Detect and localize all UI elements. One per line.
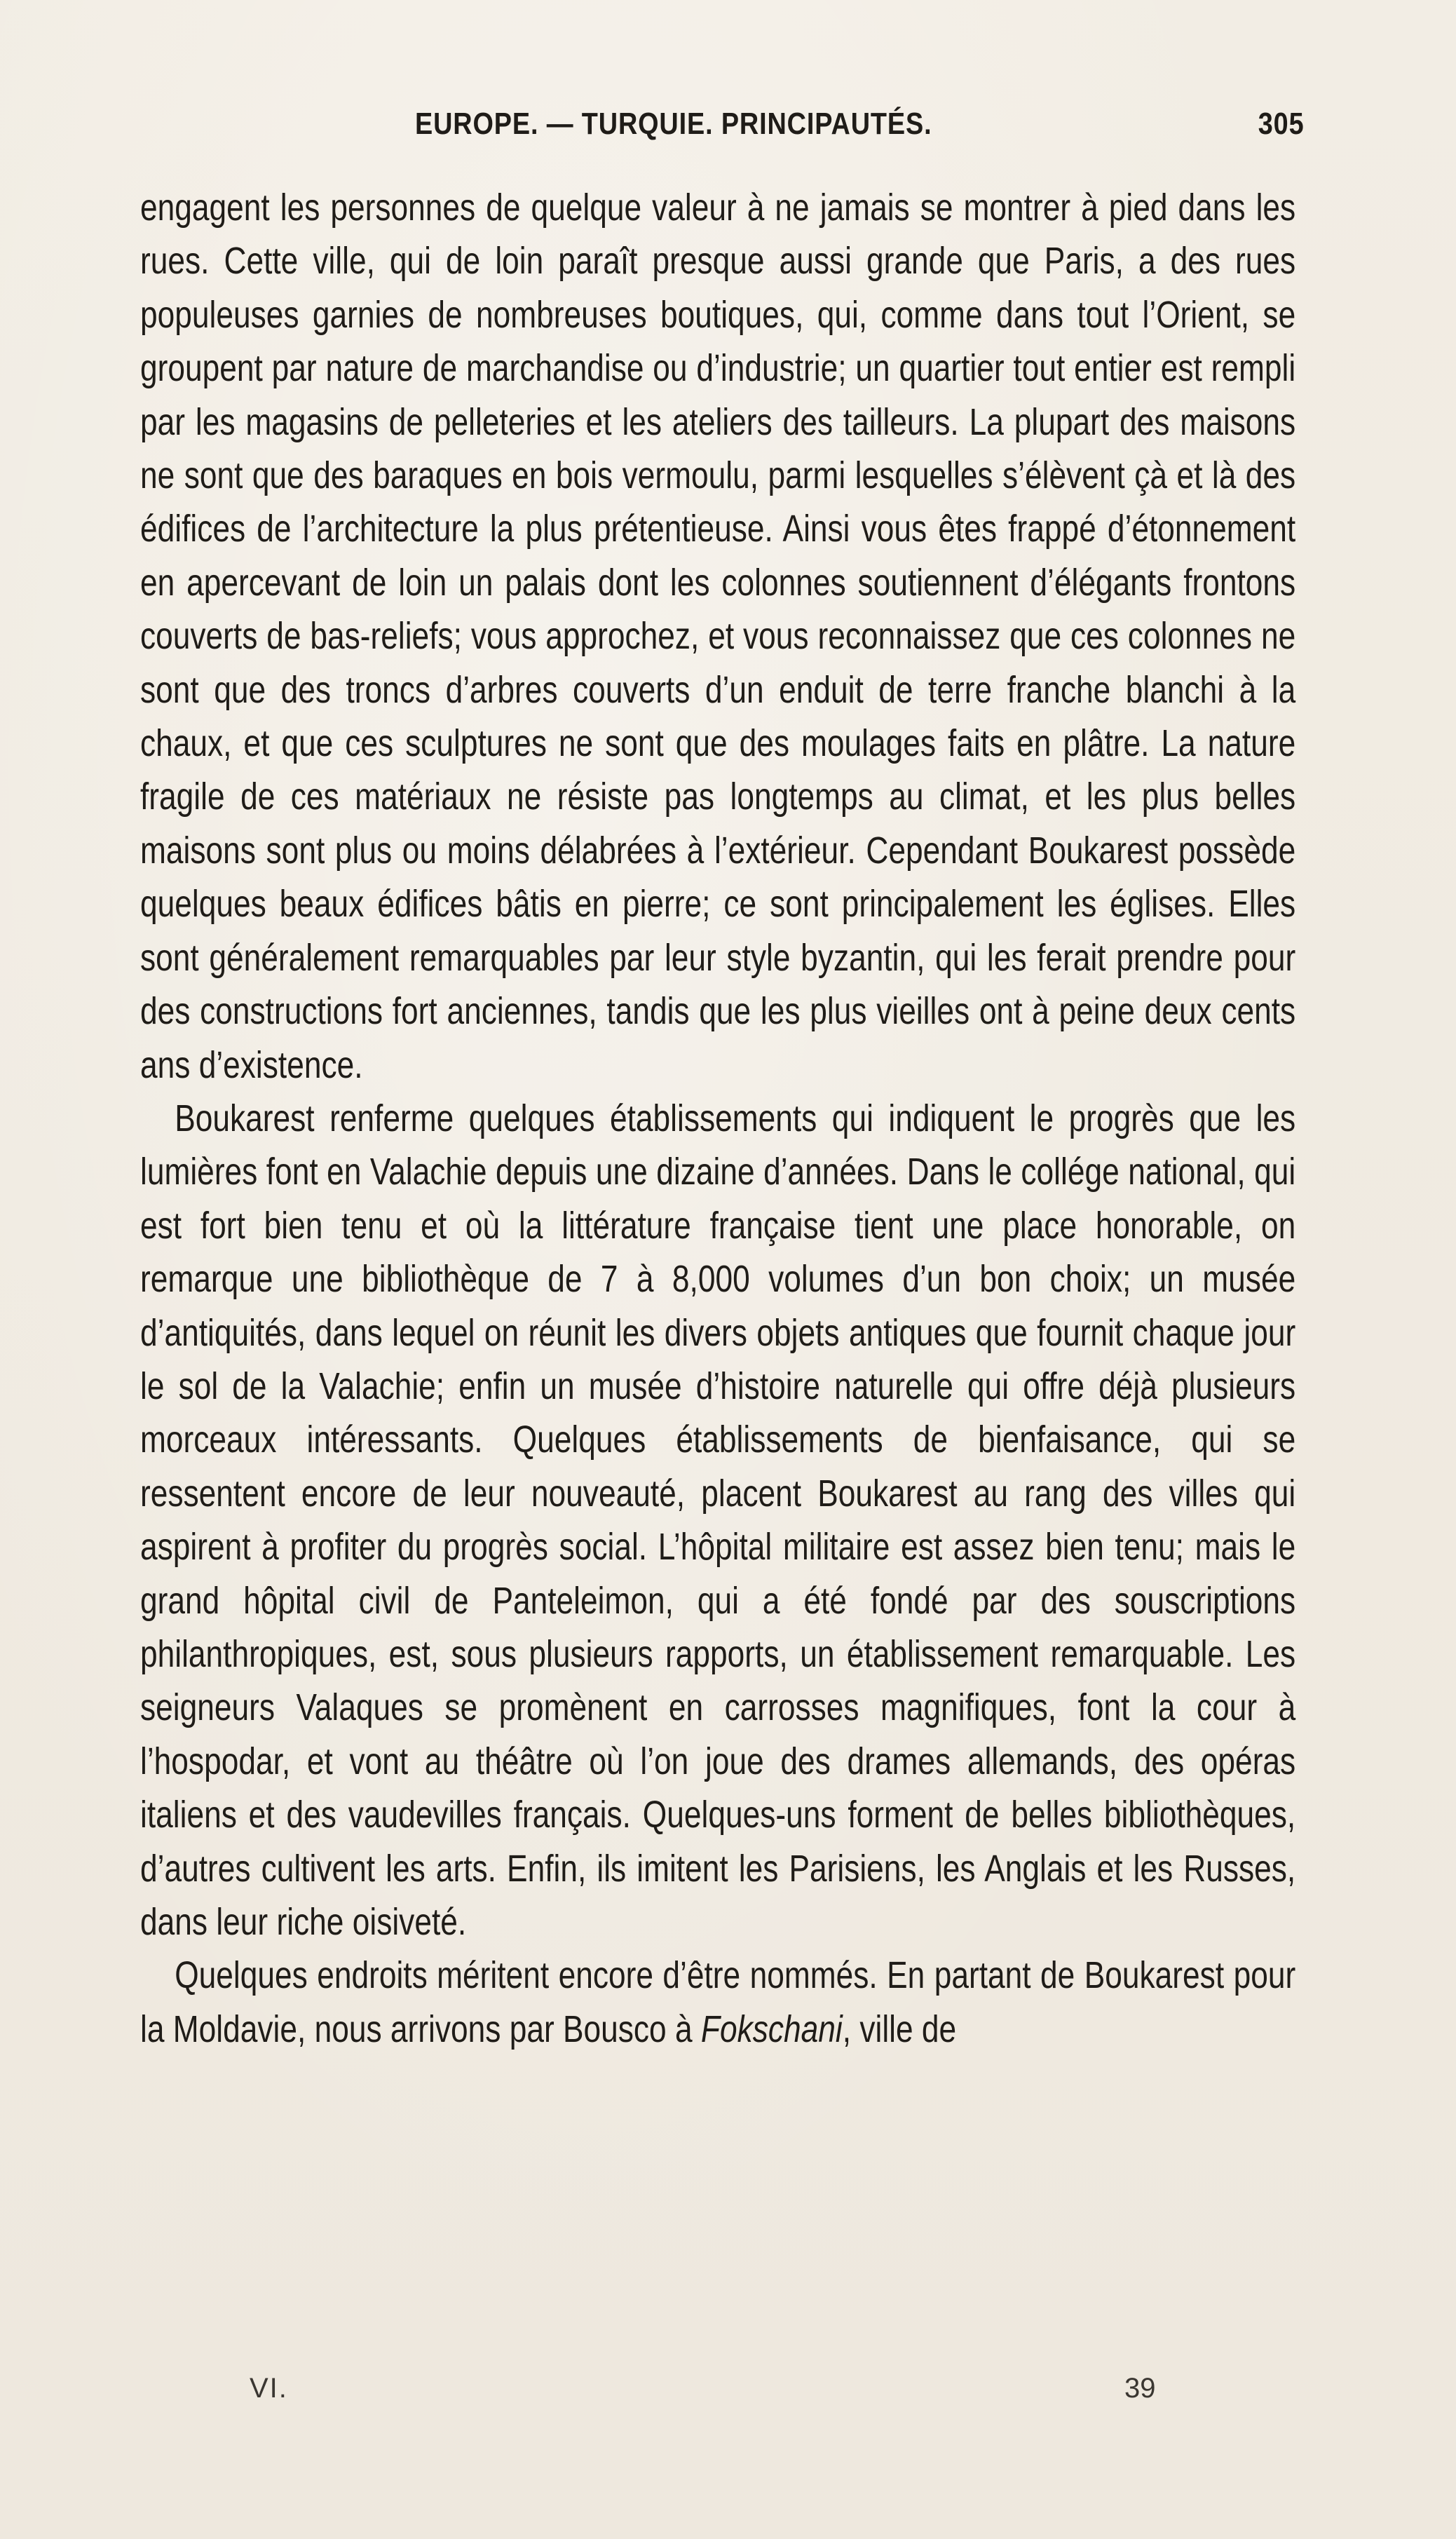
paragraph-3 [140,1949,1295,2056]
page-number: 305 [1258,107,1305,141]
paragraph-3-text: Quelques endroits méritent encore d’être nommés. En partant de Boukarest pour la Moldavie, nous arrivons par Bousco à [140,1954,1296,2050]
signature-mark: VI. [250,2373,288,2404]
paragraph-2: Boukarest renferme quelques établissements qui indiquent le progrès que les lumières font en Valachie depuis une dizaine d’années. Dans le collége national, qui est fort bien tenu et où la littérature française tient une place honorable, on remarque une bibliothèque de 7 à 8,000 volumes d’un bon choix; un musée d’antiquités, dans lequel on réunit les divers objets antiques que fournit chaque jour le sol de la Valachie; enfin un musée d’histoire naturelle qui offre déjà plusieurs morceaux intéressants. Quelques établissements de bienfaisance, qui se ressentent encore de leur nouveauté, placent Boukarest au rang des villes qui aspirent à profiter du progrès social. L’hôpital militaire est assez bien tenu; mais le grand hôpital civil de Panteleimon, qui a été fondé par des souscriptions philanthropiques, est, sous plusieurs rapports, un établissement remarquable. Les seigneurs Valaques se promènent en carrosses magnifiques, font la cour à l’hospodar, et vont au théâtre où l’on joue des drames allemands, des opéras italiens et des vaudevilles français. Quelques-uns forment de belles bibliothèques, d’autres cultivent les arts. Enfin, ils imitent les Parisiens, les Anglais et les Russes, dans leur riche oisiveté. [140,1097,1296,1943]
paragraph-1: engagent les personnes de quelque valeur à ne jamais se montrer à pied dans les rues. Cette ville, qui de loin paraît presque aussi grande que Paris, a des rues populeuses garnies de nombreuses boutiques, qui, comme dans tout l’Orient, se groupent par nature de marchandise ou d’industrie; un quartier tout entier est rempli par les magasins de pelleteries et les ateliers des tailleurs. La plupart des maisons ne sont que des baraques en bois vermoulu, parmi lesquelles s’élèvent çà et là des édifices de l’architecture la plus prétentieuse. Ainsi vous êtes frappé d’étonnement en apercevant de loin un palais dont les colonnes soutiennent d’élégants frontons couverts de bas-reliefs; vous approchez, et vous reconnaissez que ces colonnes ne sont que des troncs d’arbres couverts d’un enduit de terre franche blanchi à la chaux, et que ces sculptures ne sont que des moulages faits en plâtre. La nature fragile de ces matériaux ne résiste pas longtemps au climat, et les plus belles maisons sont plus ou moins délabrées à l’extérieur. Cependant Boukarest possède quelques beaux édifices bâtis en pierre; ce sont principalement les églises. Elles sont généralement remarquables par leur style byzantin, qui les ferait prendre pour des constructions fort anciennes, tandis que les plus vieilles ont à peine deux cents ans d’existence. [140,187,1296,1086]
running-head [415,107,1305,151]
paragraph-3-end: , ville de [842,2007,957,2050]
folio-number: 39 [1124,2373,1156,2404]
place-name-fokschani: Fokschani [700,2007,843,2050]
body-text [140,181,1295,2056]
running-head-title: EUROPE. — TURQUIE. PRINCIPAUTÉS. [415,107,932,141]
